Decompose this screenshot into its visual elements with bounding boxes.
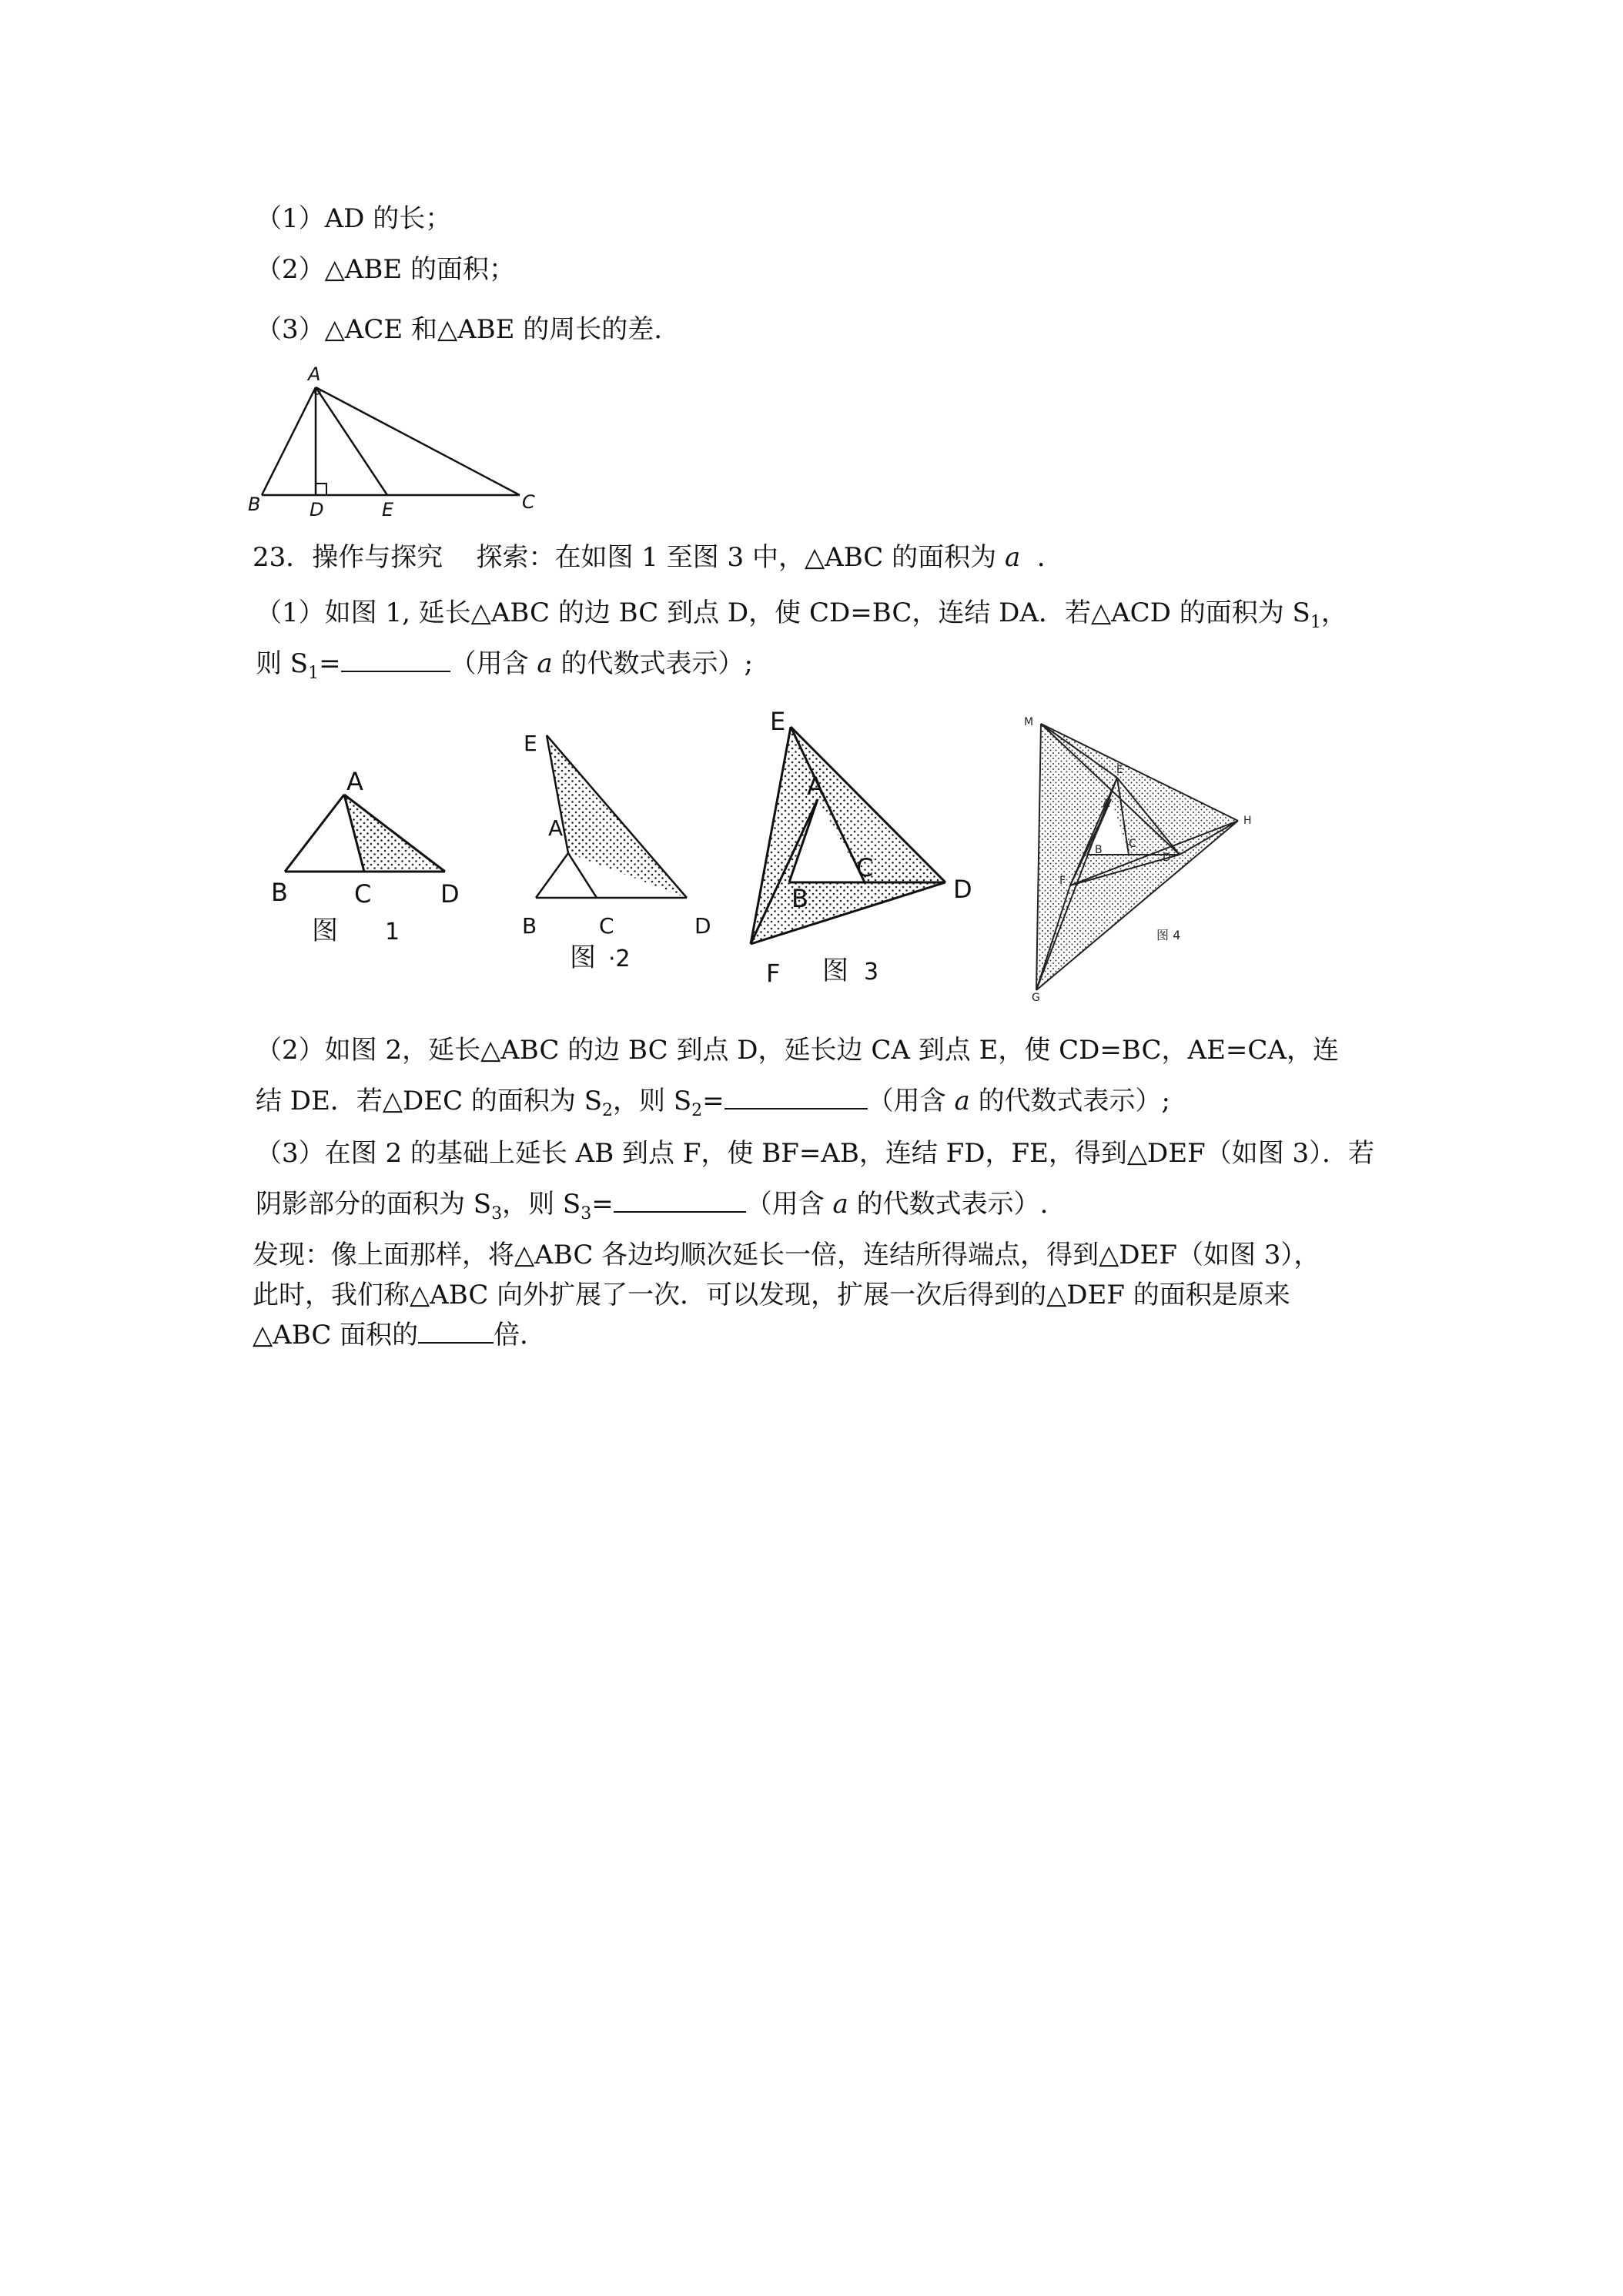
answer-blank-s2[interactable] [724,1085,868,1110]
label-E: E [382,499,394,520]
var-a: a [954,1086,970,1116]
text: = [591,1189,614,1220]
text: 则 S [256,648,309,679]
text: 倍． [494,1320,547,1350]
q23-heading [253,541,1063,574]
figure-1 [262,762,485,962]
fig4-label-E: E [1116,764,1123,776]
fig4-label-B: B [1095,844,1103,856]
text: ，则 S [613,1086,692,1116]
text: 的代数式表示）. [856,1189,1049,1220]
q23-intro-end: ． [1036,542,1063,573]
text: 阴影部分的面积为 S [256,1189,492,1220]
fig3-label-C: C [856,853,874,882]
text: = [319,648,341,679]
q22-part-3: （3）△ACE 和△ABE 的周长的差. [256,314,663,345]
text: （用含 [867,1086,946,1116]
sub: 1 [1310,612,1321,632]
fig3-num: 3 [864,959,879,986]
var-a: a [1004,542,1021,573]
text: 结 DE．若△DEC 的面积为 S [256,1086,603,1116]
fig3-label-D: D [953,875,972,904]
answer-blank-s1[interactable] [341,648,450,672]
q23-p1-text: （1）如图 1, 延长△ABC 的边 BC 到点 D，使 CD=BC，连结 DA．若△ACD 的面积为 S [256,597,1310,628]
figure-3 [731,708,993,1001]
q23-p1-line1 [256,596,1347,630]
text: （用含 [450,648,529,679]
find-line1: 发现：像上面那样，将△ABC 各边均顺次延长一倍，连结所得端点，得到△DEF（如图 3）， [253,1240,1320,1270]
figure-2 [508,724,731,986]
text: 的代数式表示）; [561,648,753,679]
fig3-label-B: B [791,884,808,913]
fig1-label-C: C [354,879,372,909]
label-B: B [248,494,261,515]
fig4-label-G: G [1032,992,1040,1001]
fig4-label-F: F [1059,875,1066,887]
label-D: D [310,499,324,520]
text: = [702,1086,724,1116]
fig2-caption: 图 [570,942,596,973]
fig1-label-B: B [271,878,288,907]
fig2-label-D: D [694,913,711,939]
sub: 2 [691,1100,703,1120]
q22-part-1: （1）AD 的长； [256,203,452,234]
text: ，则 S [502,1189,581,1220]
fig2-label-A: A [548,815,564,841]
var-a: a [832,1189,848,1220]
sub: 2 [602,1100,614,1120]
fig4-label-C: C [1129,838,1136,850]
q23-p2-line1: （2）如图 2，延长△ABC 的边 BC 到点 D，延长边 CA 到点 E，使 CD=BC，AE=CA，连 [256,1035,1339,1066]
q22-part-2: （2）△ABE 的面积； [256,254,515,285]
answer-blank-s3[interactable] [614,1188,746,1213]
label-C: C [522,491,535,513]
fig4-caption: 图 4 [1156,928,1181,942]
fig2-label-C: C [599,913,614,939]
q23-p2-line2 [256,1084,1170,1118]
fig1-label-A: A [346,767,363,796]
fig1-label-D: D [440,879,460,909]
q23-p3-line1: （3）在图 2 的基础上延长 AB 到点 F，使 BF=AB，连结 FD，FE，得到△DEF（如图 3）．若 [256,1138,1375,1169]
q23-number: 23． [253,542,313,573]
fig2-label-B: B [522,913,537,939]
sub: 3 [581,1203,592,1223]
text: 的代数式表示）; [978,1086,1171,1116]
fig3-label-F: F [766,959,781,988]
var-a: a [537,648,553,679]
fig4-label-M: M [1024,716,1034,728]
q22-triangle-figure [246,362,547,524]
find-line2: 此时，我们称△ABC 向外扩展了一次．可以发现，扩展一次后得到的△DEF 的面积是原来 [253,1280,1290,1310]
fig4-label-H: H [1243,815,1252,827]
q23-p1-line2 [256,647,753,681]
find-line3 [253,1318,546,1352]
text: △ABC 面积的 [253,1320,419,1350]
figure-4 [1009,708,1263,1001]
label-A: A [308,363,321,385]
q23-p3-line2 [256,1187,1048,1221]
fig4-label-A: A [1103,798,1110,810]
fig1-num: 1 [385,919,400,946]
fig2-label-E: E [524,731,537,756]
answer-blank-multiple[interactable] [418,1319,494,1344]
fig1-caption: 图 [312,915,338,946]
q23-p1-end: ， [1320,597,1347,628]
q23-intro: 探索：在如图 1 至图 3 中，△ABC 的面积为 [476,542,997,573]
text: （用含 [745,1189,825,1220]
sub: 1 [308,663,320,683]
fig3-caption: 图 [822,956,848,986]
sub: 3 [491,1203,503,1223]
fig3-label-A: A [807,771,824,801]
q23-title: 操作与探究 [312,542,443,573]
fig3-label-E: E [770,708,786,736]
fig4-label-D: D [1163,852,1171,864]
fig2-num: ·2 [608,946,631,972]
